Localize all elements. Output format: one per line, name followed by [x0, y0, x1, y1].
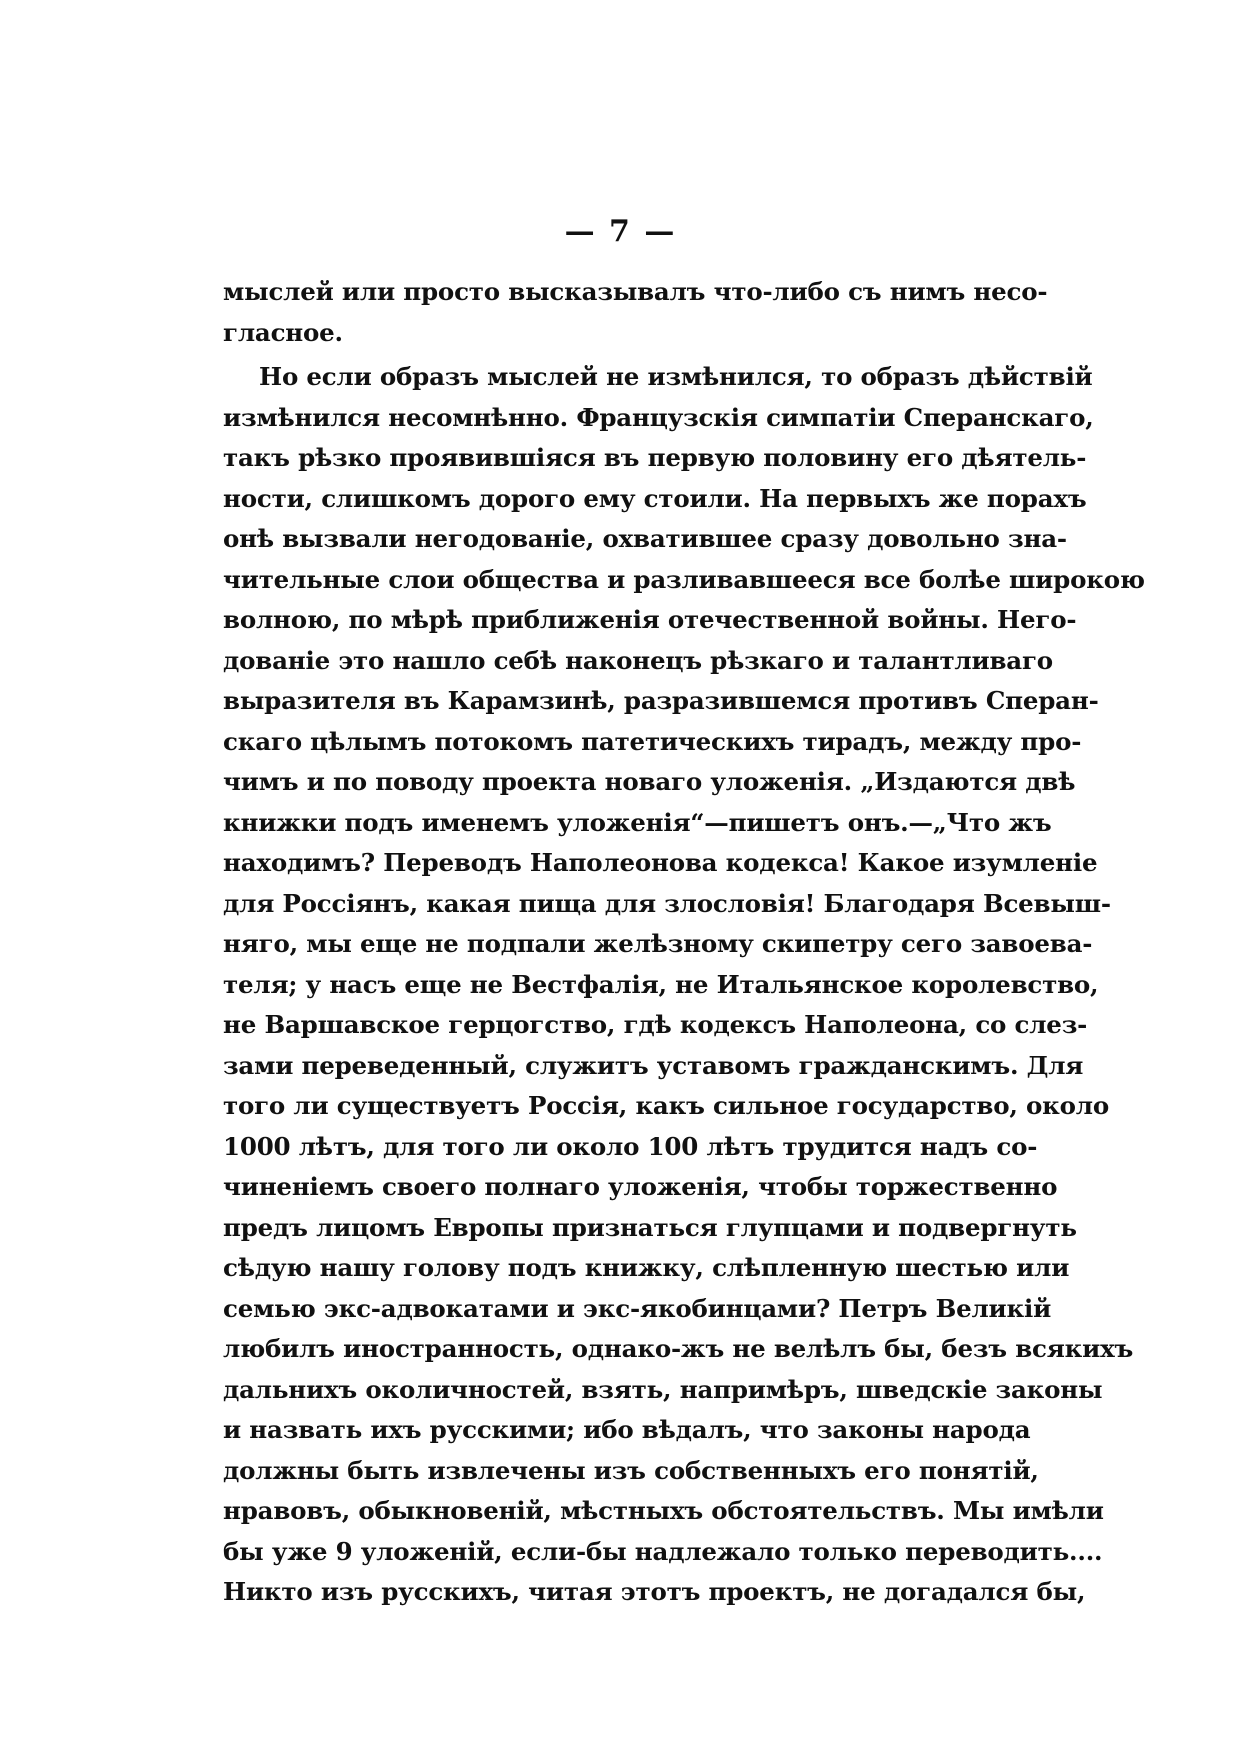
text-line: бы уже 9 уложеній, если-бы надлежало только переводить.... — [223, 1536, 1103, 1566]
body-text — [223, 272, 1145, 1613]
text-line: книжки подъ именемъ уложенія“—пишетъ онъ.—„Что жъ — [223, 807, 1052, 837]
text-line: для Россіянъ, какая пища для злословія! Благодаря Всевыш- — [223, 888, 1111, 918]
text-line: зами переведенный, служитъ уставомъ гражданскимъ. Для — [223, 1050, 1084, 1080]
text-line: Никто изъ русскихъ, читая этотъ проектъ, не догадался бы, — [223, 1577, 1086, 1606]
text-line: предъ лицомъ Европы признаться глупцами и подвергнуть — [223, 1212, 1077, 1242]
text-line: няго, мы еще не подпали желѣзному скипетру сего завоева- — [223, 929, 1093, 958]
text-line: любилъ иностранность, однако-жъ не велѣлъ бы, безъ всякихъ — [223, 1334, 1134, 1363]
text-line: семью экс-адвокатами и экс-якобинцами? Петръ Великій — [223, 1293, 1052, 1323]
text-line: нравовъ, обыкновеній, мѣстныхъ обстоятельствъ. Мы имѣли — [223, 1496, 1104, 1525]
text-line: 1000 лѣтъ, для того ли около 100 лѣтъ трудится надъ со- — [223, 1131, 1038, 1161]
text-line: волною, по мѣрѣ приближенія отечественной войны. Него- — [223, 605, 1077, 634]
page-number: — 7 — — [564, 214, 677, 249]
text-line: должны быть извлечены изъ собственныхъ его понятій, — [223, 1455, 1039, 1485]
text-line: не Варшавское герцогство, гдѣ кодексъ Наполеона, со слез- — [223, 1010, 1088, 1039]
text-line: гласное. — [223, 317, 343, 347]
text-line: онѣ вызвали негодованіе, охватившее сразу довольно зна- — [223, 524, 1067, 553]
text-line: выразителя въ Карамзинѣ, разразившемся противъ Сперан- — [223, 686, 1099, 715]
text-line: сѣдую нашу голову подъ книжку, слѣпленную шестью или — [223, 1253, 1070, 1282]
text-line: Но если образъ мыслей не измѣнился, то образъ дѣйствій — [259, 362, 1093, 391]
text-line: чиненіемъ своего полнаго уложенія, чтобы торжественно — [223, 1172, 1058, 1201]
text-line: и назвать ихъ русскими; ибо вѣдалъ, что законы народа — [223, 1415, 1031, 1444]
text-line: скаго цѣлымъ потокомъ патетическихъ тирадъ, между про- — [223, 726, 1082, 756]
text-line: находимъ? Переводъ Наполеонова кодекса! Какое изумленіе — [223, 848, 1098, 877]
text-line: чимъ и по поводу проекта новаго уложенія. „Издаются двѣ — [223, 767, 1076, 796]
text-line: мыслей или просто высказывалъ что-либо съ нимъ несо- — [223, 277, 1048, 306]
text-line: дальнихъ околичностей, взять, напримѣръ, шведскіе законы — [223, 1374, 1103, 1404]
text-line: дованіе это нашло себѣ наконецъ рѣзкаго и талантливаго — [223, 645, 1053, 675]
text-line: того ли существуетъ Россія, какъ сильное государство, около — [223, 1091, 1110, 1120]
text-line: измѣнился несомнѣнно. Французскія симпатіи Сперанскаго, — [223, 402, 1094, 432]
text-line: ности, слишкомъ дорого ему стоили. На первыхъ же порахъ — [223, 483, 1087, 513]
text-line: такъ рѣзко проявившіяся въ первую половину его дѣятель- — [223, 443, 1087, 472]
text-line: теля; у насъ еще не Вестфалія, не Итальянское королевство, — [223, 969, 1099, 999]
text-line: чительные слои общества и разливавшееся все болѣе широкою — [223, 564, 1145, 594]
